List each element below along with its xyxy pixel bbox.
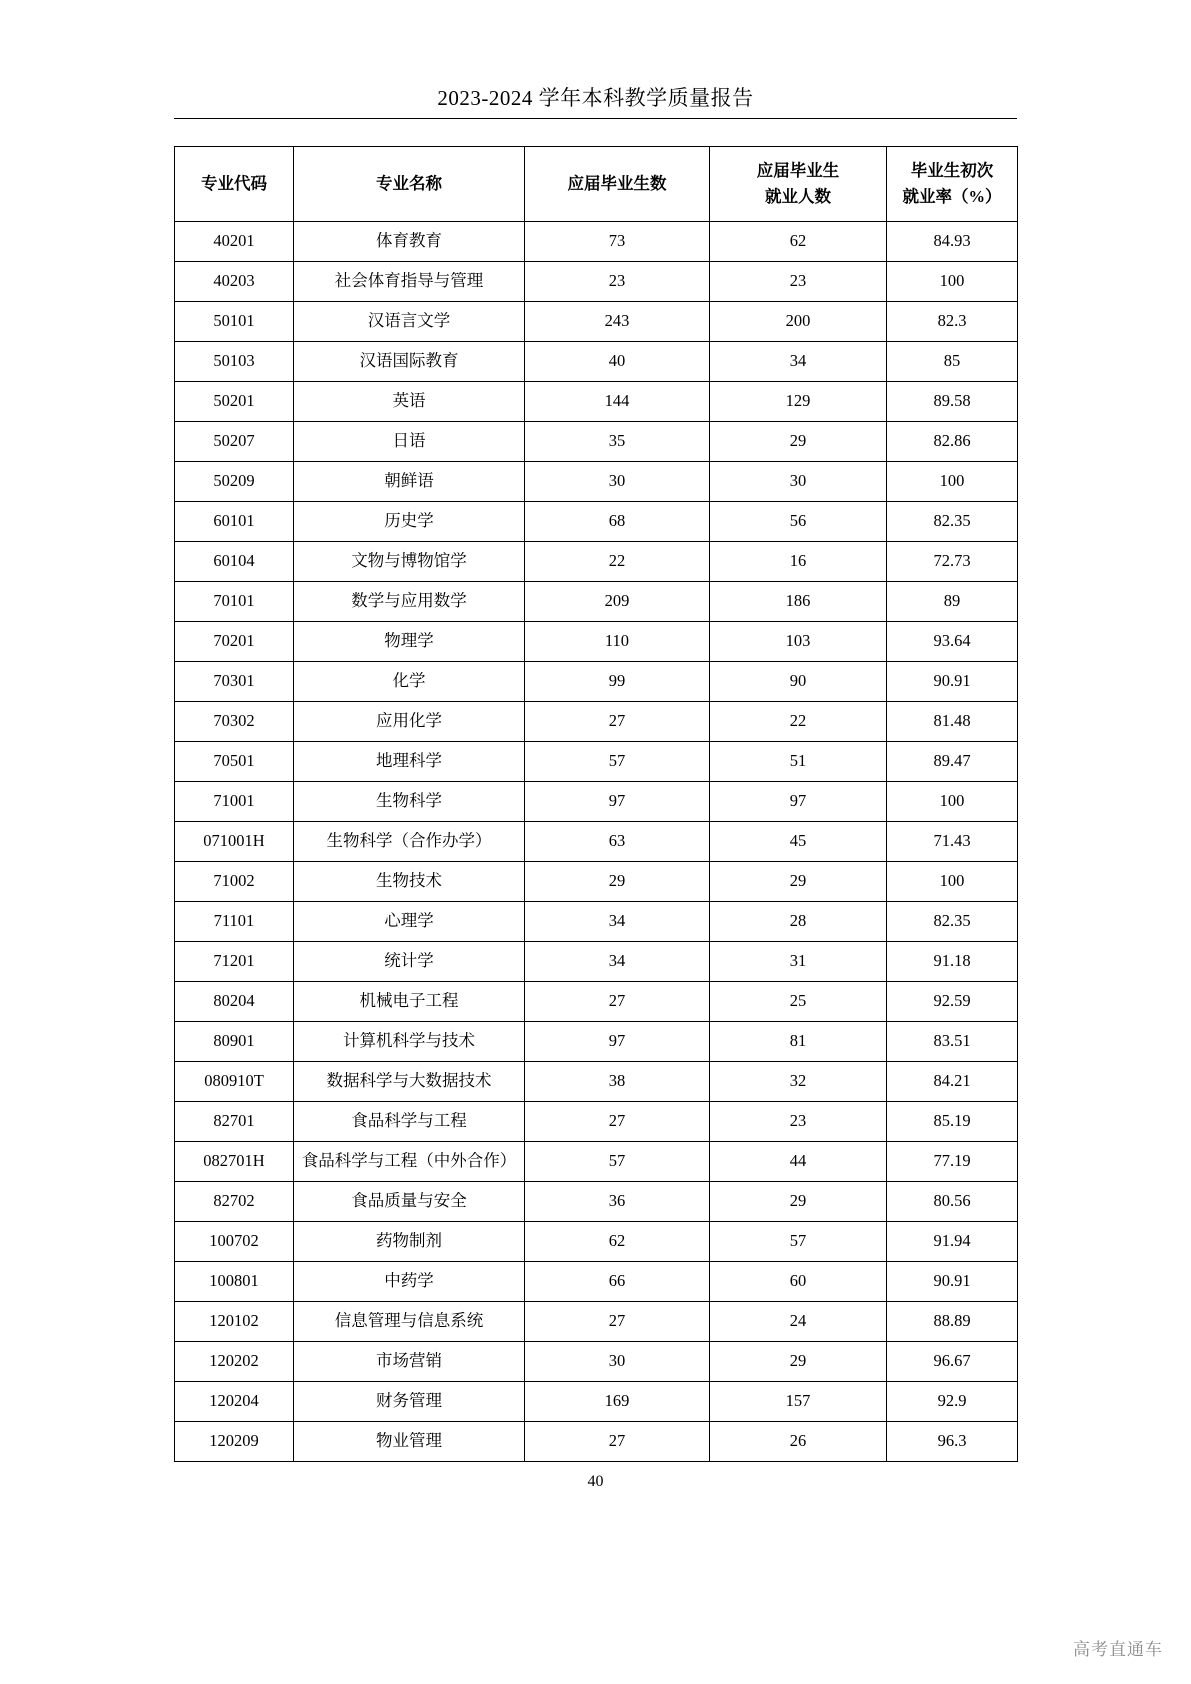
cell-major-code: 82702	[175, 1182, 294, 1222]
column-header-rate-line1: 毕业生初次	[910, 161, 994, 181]
cell-major-code: 71201	[175, 942, 294, 982]
cell-graduates: 62	[525, 1222, 710, 1262]
cell-rate: 83.51	[887, 1022, 1018, 1062]
cell-major-code: 70201	[175, 622, 294, 662]
cell-employed: 29	[710, 1182, 887, 1222]
cell-rate: 72.73	[887, 542, 1018, 582]
cell-graduates: 30	[525, 1342, 710, 1382]
cell-major-name: 生物技术	[294, 862, 525, 902]
cell-graduates: 243	[525, 302, 710, 342]
cell-major-code: 082701H	[175, 1142, 294, 1182]
cell-employed: 60	[710, 1262, 887, 1302]
cell-employed: 23	[710, 1102, 887, 1142]
table-body	[175, 222, 1018, 1462]
cell-major-code: 120202	[175, 1342, 294, 1382]
cell-major-name: 汉语国际教育	[294, 342, 525, 382]
cell-rate: 71.43	[887, 822, 1018, 862]
cell-graduates: 35	[525, 422, 710, 462]
cell-rate: 100	[887, 862, 1018, 902]
cell-graduates: 63	[525, 822, 710, 862]
cell-employed: 23	[710, 262, 887, 302]
table-row	[175, 1342, 1018, 1382]
table-row	[175, 1302, 1018, 1342]
cell-major-name: 药物制剂	[294, 1222, 525, 1262]
cell-employed: 81	[710, 1022, 887, 1062]
cell-major-name: 信息管理与信息系统	[294, 1302, 525, 1342]
cell-major-name: 食品科学与工程	[294, 1102, 525, 1142]
cell-major-code: 50101	[175, 302, 294, 342]
cell-major-name: 市场营销	[294, 1342, 525, 1382]
cell-major-name: 生物科学（合作办学）	[294, 822, 525, 862]
cell-employed: 103	[710, 622, 887, 662]
watermark: 高考直通车	[1073, 1640, 1163, 1659]
cell-graduates: 57	[525, 742, 710, 782]
cell-major-code: 50209	[175, 462, 294, 502]
table-row	[175, 582, 1018, 622]
page-header	[174, 82, 1017, 112]
table-row	[175, 1102, 1018, 1142]
cell-major-name: 中药学	[294, 1262, 525, 1302]
cell-major-name: 计算机科学与技术	[294, 1022, 525, 1062]
cell-major-code: 40201	[175, 222, 294, 262]
cell-major-name: 统计学	[294, 942, 525, 982]
table-row	[175, 1142, 1018, 1182]
cell-major-code: 120204	[175, 1382, 294, 1422]
cell-employed: 129	[710, 382, 887, 422]
column-header-graduates: 应届毕业生数	[525, 147, 710, 222]
cell-major-code: 80901	[175, 1022, 294, 1062]
cell-major-code: 60101	[175, 502, 294, 542]
cell-employed: 51	[710, 742, 887, 782]
table-row	[175, 782, 1018, 822]
cell-rate: 77.19	[887, 1142, 1018, 1182]
cell-major-name: 地理科学	[294, 742, 525, 782]
cell-graduates: 169	[525, 1382, 710, 1422]
cell-rate: 96.67	[887, 1342, 1018, 1382]
cell-major-name: 生物科学	[294, 782, 525, 822]
cell-major-code: 120209	[175, 1422, 294, 1462]
cell-major-code: 080910T	[175, 1062, 294, 1102]
cell-employed: 157	[710, 1382, 887, 1422]
cell-graduates: 97	[525, 1022, 710, 1062]
cell-employed: 29	[710, 1342, 887, 1382]
table-row	[175, 902, 1018, 942]
cell-rate: 92.59	[887, 982, 1018, 1022]
header-title: 2023-2024 学年本科教学质量报告	[437, 86, 754, 110]
header-divider	[174, 118, 1017, 119]
table-row	[175, 502, 1018, 542]
cell-graduates: 30	[525, 462, 710, 502]
cell-rate: 92.9	[887, 1382, 1018, 1422]
cell-major-code: 50103	[175, 342, 294, 382]
cell-graduates: 99	[525, 662, 710, 702]
cell-rate: 85	[887, 342, 1018, 382]
cell-major-code: 100801	[175, 1262, 294, 1302]
cell-rate: 96.3	[887, 1422, 1018, 1462]
cell-rate: 84.93	[887, 222, 1018, 262]
cell-major-code: 70301	[175, 662, 294, 702]
cell-graduates: 57	[525, 1142, 710, 1182]
cell-major-name: 数据科学与大数据技术	[294, 1062, 525, 1102]
column-header-employed-line2: 就业人数	[765, 187, 831, 206]
cell-major-code: 70302	[175, 702, 294, 742]
table-row	[175, 1382, 1018, 1422]
cell-major-code: 80204	[175, 982, 294, 1022]
cell-major-name: 数学与应用数学	[294, 582, 525, 622]
table-row	[175, 302, 1018, 342]
cell-employed: 24	[710, 1302, 887, 1342]
table-row	[175, 1062, 1018, 1102]
table-row	[175, 262, 1018, 302]
column-header-employed	[710, 147, 887, 222]
cell-rate: 80.56	[887, 1182, 1018, 1222]
table-row	[175, 942, 1018, 982]
cell-major-name: 文物与博物馆学	[294, 542, 525, 582]
cell-major-name: 汉语言文学	[294, 302, 525, 342]
cell-major-name: 历史学	[294, 502, 525, 542]
table-row	[175, 742, 1018, 782]
cell-graduates: 27	[525, 702, 710, 742]
cell-graduates: 36	[525, 1182, 710, 1222]
cell-graduates: 29	[525, 862, 710, 902]
column-header-employed-line1: 应届毕业生	[756, 161, 840, 181]
cell-major-code: 40203	[175, 262, 294, 302]
table-row	[175, 1262, 1018, 1302]
cell-major-name: 英语	[294, 382, 525, 422]
cell-rate: 89.58	[887, 382, 1018, 422]
cell-employed: 28	[710, 902, 887, 942]
cell-employed: 25	[710, 982, 887, 1022]
cell-graduates: 40	[525, 342, 710, 382]
cell-major-code: 71101	[175, 902, 294, 942]
cell-graduates: 27	[525, 982, 710, 1022]
table-row	[175, 622, 1018, 662]
cell-graduates: 66	[525, 1262, 710, 1302]
cell-graduates: 23	[525, 262, 710, 302]
table-row	[175, 222, 1018, 262]
column-header-major-name: 专业名称	[294, 147, 525, 222]
table-row	[175, 382, 1018, 422]
cell-rate: 91.94	[887, 1222, 1018, 1262]
cell-employed: 44	[710, 1142, 887, 1182]
cell-rate: 89.47	[887, 742, 1018, 782]
cell-graduates: 38	[525, 1062, 710, 1102]
cell-employed: 97	[710, 782, 887, 822]
cell-rate: 82.86	[887, 422, 1018, 462]
cell-rate: 88.89	[887, 1302, 1018, 1342]
cell-graduates: 68	[525, 502, 710, 542]
cell-major-name: 体育教育	[294, 222, 525, 262]
cell-rate: 82.35	[887, 902, 1018, 942]
cell-rate: 100	[887, 262, 1018, 302]
table-row	[175, 1222, 1018, 1262]
table-row	[175, 462, 1018, 502]
table-row	[175, 542, 1018, 582]
cell-rate: 90.91	[887, 662, 1018, 702]
cell-major-name: 财务管理	[294, 1382, 525, 1422]
table-row	[175, 662, 1018, 702]
cell-major-code: 120102	[175, 1302, 294, 1342]
column-header-rate-line2: 就业率（%）	[902, 187, 1002, 206]
cell-major-code: 70501	[175, 742, 294, 782]
cell-employed: 30	[710, 462, 887, 502]
cell-major-code: 100702	[175, 1222, 294, 1262]
cell-major-code: 60104	[175, 542, 294, 582]
cell-major-name: 机械电子工程	[294, 982, 525, 1022]
cell-employed: 90	[710, 662, 887, 702]
table-row	[175, 1422, 1018, 1462]
cell-major-name: 食品质量与安全	[294, 1182, 525, 1222]
cell-employed: 29	[710, 862, 887, 902]
cell-major-name: 日语	[294, 422, 525, 462]
cell-major-code: 071001H	[175, 822, 294, 862]
cell-employed: 56	[710, 502, 887, 542]
cell-rate: 89	[887, 582, 1018, 622]
cell-employed: 45	[710, 822, 887, 862]
cell-graduates: 34	[525, 942, 710, 982]
cell-major-code: 71002	[175, 862, 294, 902]
cell-rate: 81.48	[887, 702, 1018, 742]
cell-major-code: 50201	[175, 382, 294, 422]
cell-graduates: 27	[525, 1422, 710, 1462]
cell-employed: 62	[710, 222, 887, 262]
cell-graduates: 73	[525, 222, 710, 262]
cell-graduates: 27	[525, 1302, 710, 1342]
page-number: 40	[587, 1473, 604, 1490]
cell-employed: 32	[710, 1062, 887, 1102]
cell-major-code: 50207	[175, 422, 294, 462]
table-row	[175, 1022, 1018, 1062]
table-row	[175, 1182, 1018, 1222]
column-header-rate	[887, 147, 1018, 222]
cell-major-code: 70101	[175, 582, 294, 622]
cell-major-code: 82701	[175, 1102, 294, 1142]
cell-employed: 34	[710, 342, 887, 382]
cell-employed: 22	[710, 702, 887, 742]
table-row	[175, 422, 1018, 462]
table-row	[175, 822, 1018, 862]
cell-employed: 16	[710, 542, 887, 582]
table-row	[175, 862, 1018, 902]
cell-rate: 93.64	[887, 622, 1018, 662]
table-row	[175, 982, 1018, 1022]
cell-rate: 82.35	[887, 502, 1018, 542]
cell-graduates: 144	[525, 382, 710, 422]
table-header-row	[175, 147, 1018, 222]
cell-graduates: 34	[525, 902, 710, 942]
cell-rate: 100	[887, 782, 1018, 822]
cell-employed: 26	[710, 1422, 887, 1462]
cell-rate: 91.18	[887, 942, 1018, 982]
cell-rate: 90.91	[887, 1262, 1018, 1302]
cell-rate: 100	[887, 462, 1018, 502]
cell-rate: 84.21	[887, 1062, 1018, 1102]
cell-employed: 57	[710, 1222, 887, 1262]
cell-employed: 31	[710, 942, 887, 982]
cell-major-code: 71001	[175, 782, 294, 822]
cell-graduates: 110	[525, 622, 710, 662]
cell-graduates: 22	[525, 542, 710, 582]
cell-major-name: 朝鲜语	[294, 462, 525, 502]
cell-graduates: 209	[525, 582, 710, 622]
cell-major-name: 应用化学	[294, 702, 525, 742]
table-row	[175, 702, 1018, 742]
cell-graduates: 97	[525, 782, 710, 822]
cell-major-name: 社会体育指导与管理	[294, 262, 525, 302]
cell-employed: 186	[710, 582, 887, 622]
cell-employed: 200	[710, 302, 887, 342]
cell-rate: 82.3	[887, 302, 1018, 342]
cell-graduates: 27	[525, 1102, 710, 1142]
table-row	[175, 342, 1018, 382]
cell-major-name: 物业管理	[294, 1422, 525, 1462]
cell-major-name: 化学	[294, 662, 525, 702]
graduate-employment-table	[174, 146, 1018, 1462]
cell-rate: 85.19	[887, 1102, 1018, 1142]
cell-major-name: 食品科学与工程（中外合作）	[294, 1142, 525, 1182]
cell-major-name: 物理学	[294, 622, 525, 662]
cell-major-name: 心理学	[294, 902, 525, 942]
cell-employed: 29	[710, 422, 887, 462]
column-header-major-code: 专业代码	[175, 147, 294, 222]
